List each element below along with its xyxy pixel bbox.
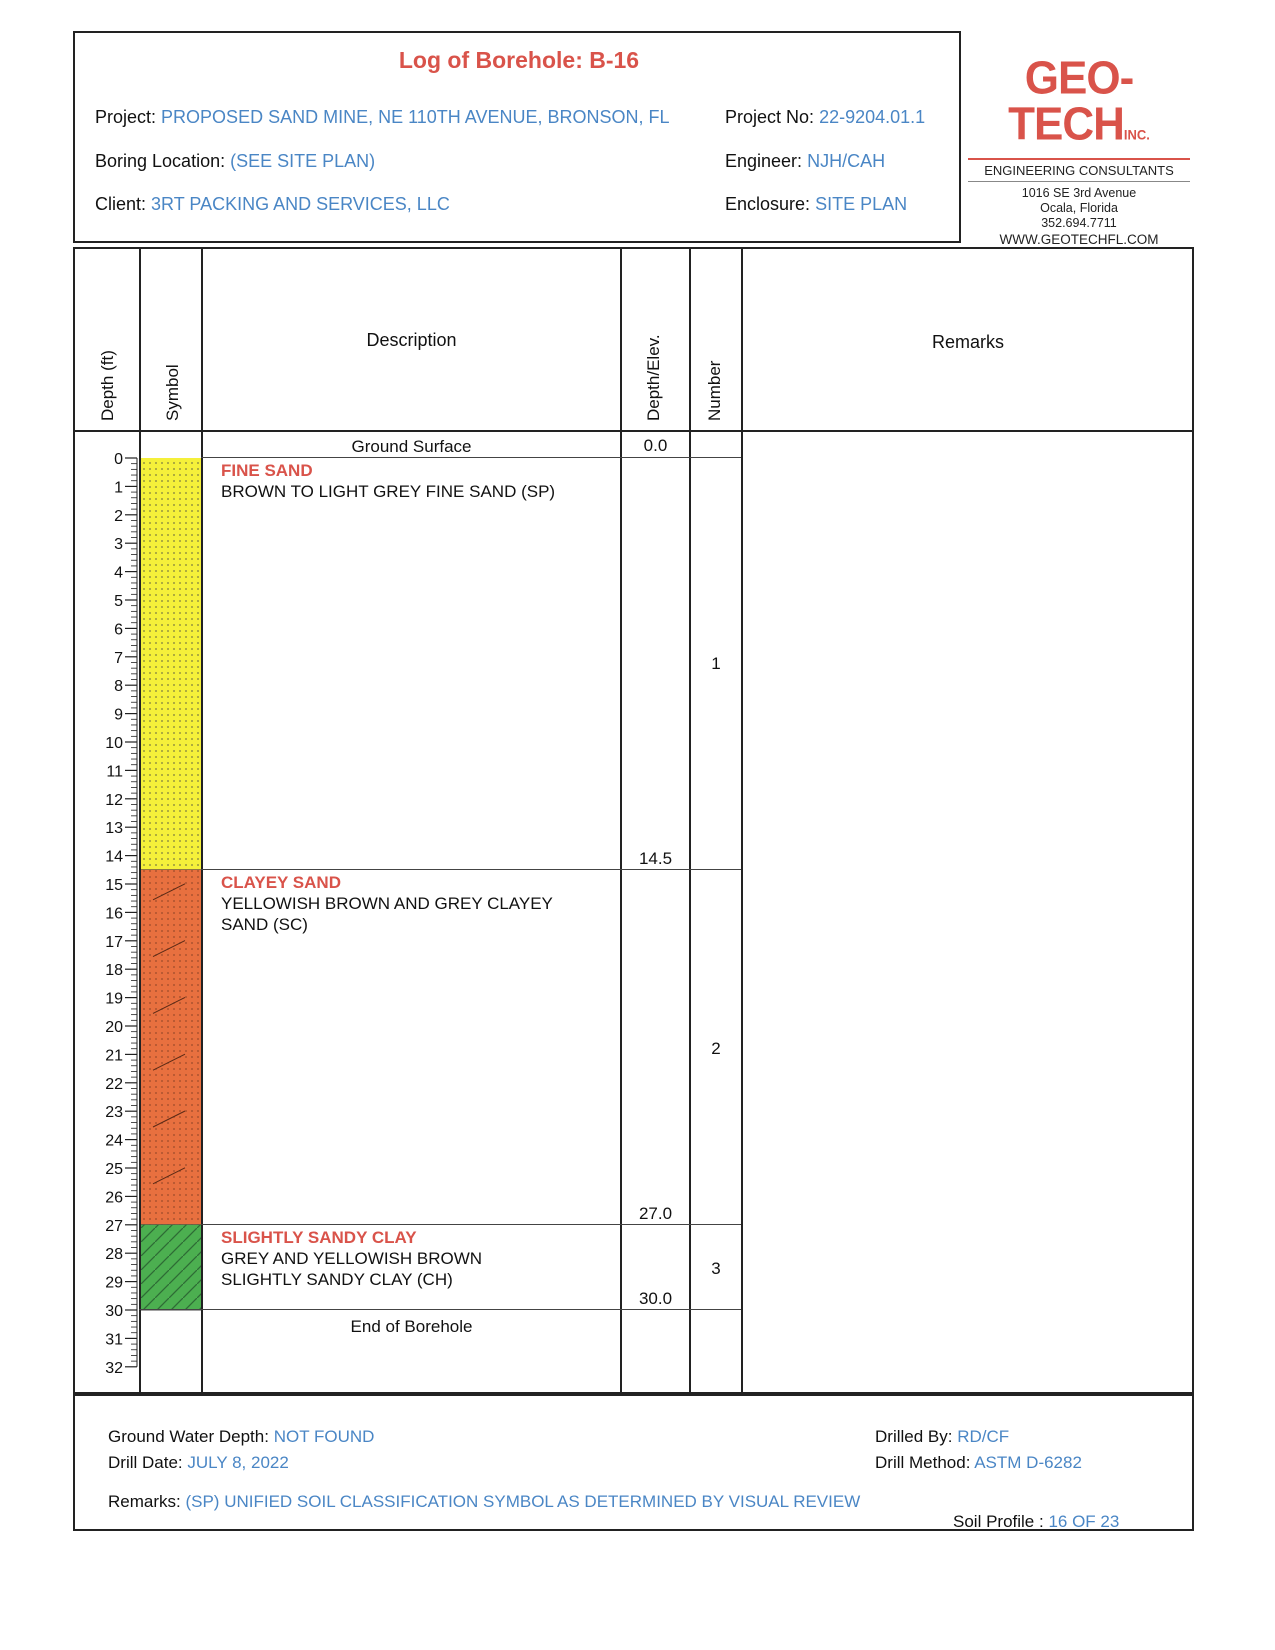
depth-tick-label: 31	[105, 1331, 123, 1349]
layer-3-text-line2: SLIGHTLY SANDY CLAY (CH)	[221, 1270, 453, 1289]
ground-surface-elev: 0.0	[643, 436, 668, 455]
symbol-pattern-2	[141, 870, 201, 1225]
page-title: Log of Borehole: B-16	[398, 47, 640, 73]
symbol-column	[141, 430, 201, 1396]
depth-tick-label: 23	[105, 1104, 123, 1122]
depth-tick-label: 13	[105, 820, 123, 838]
symbol-pattern-1	[141, 458, 201, 870]
end-of-borehole-label: End of Borehole	[350, 1317, 473, 1336]
remarks-row: Remarks: (SP) UNIFIED SOIL CLASSIFICATION SYMBOL AS DETERMINED BY VISUAL REVIEW	[108, 1492, 861, 1511]
depth-tick-label: 14	[105, 848, 123, 866]
boring-location-value: (SEE SITE PLAN)	[230, 151, 376, 171]
project-row: Project: PROPOSED SAND MINE, NE 110TH AVENUE, BRONSON, FL	[95, 107, 670, 127]
drill-date-row: Drill Date: JULY 8, 2022	[108, 1453, 289, 1472]
depth-tick-label: 18	[105, 962, 123, 980]
company-logo	[968, 52, 1190, 248]
drilled-by-row: Drilled By: RD/CF	[875, 1427, 1010, 1446]
depth-tick-label: 32	[105, 1359, 123, 1377]
client-value: 3RT PACKING AND SERVICES, LLC	[151, 194, 450, 214]
depth-tick-label: 27	[105, 1217, 123, 1235]
depth-tick-label: 4	[114, 564, 123, 582]
depth-axis	[73, 430, 141, 1396]
depth-tick-label: 8	[114, 678, 123, 696]
depth-tick-label: 30	[105, 1303, 123, 1320]
depth-tick-label: 1	[114, 479, 123, 497]
ground-surface-line	[201, 457, 741, 458]
ground-water-row: Ground Water Depth: NOT FOUND	[108, 1427, 375, 1446]
soil-profile-row: Soil Profile : 16 OF 23	[953, 1512, 1120, 1531]
drilled-by-value: RD/CF	[957, 1427, 1010, 1446]
depth-tick-label: 26	[105, 1189, 123, 1207]
depth-tick-label: 9	[114, 706, 123, 724]
layer-1-bottom-line	[201, 869, 741, 870]
depth-tick-label: 17	[105, 933, 123, 951]
drill-method-value: ASTM D-6282	[974, 1453, 1082, 1472]
depth-tick-label: 7	[114, 649, 123, 667]
layer-1-title: FINE SAND	[221, 461, 313, 480]
layer-3-title: SLIGHTLY SANDY CLAY	[221, 1228, 417, 1247]
layer-3-description	[221, 1228, 611, 1290]
logo-tagline: ENGINEERING CONSULTANTS	[984, 163, 1174, 178]
depth-tick-label: 24	[105, 1132, 123, 1150]
header-depth-elev: Depth/Elev.	[644, 334, 663, 421]
depth-tick-label: 0	[114, 451, 123, 468]
table-header-divider	[73, 430, 1194, 432]
layer-3-number: 3	[711, 1259, 721, 1278]
logo-phone: 352.694.7711	[1041, 216, 1117, 230]
depth-tick-label: 21	[105, 1047, 123, 1065]
depth-tick-label: 29	[105, 1274, 123, 1292]
layer-3-text-line1: GREY AND YELLOWISH BROWN	[221, 1249, 483, 1268]
layer-2-text-line2: SAND (SC)	[221, 915, 308, 934]
depth-tick-label: 12	[105, 791, 123, 809]
ground-surface-label: Ground Surface	[351, 437, 472, 456]
depth-tick-label: 2	[114, 507, 123, 525]
depth-tick-label: 20	[105, 1019, 123, 1036]
depth-tick-label: 22	[105, 1075, 123, 1093]
depth-tick-label: 10	[105, 735, 123, 752]
layer-2-text-line1: YELLOWISH BROWN AND GREY CLAYEY	[221, 894, 553, 913]
depth-tick-label: 15	[105, 877, 123, 894]
footer-box	[73, 1392, 1194, 1531]
depth-tick-label: 19	[105, 990, 123, 1008]
depth-tick-label: 6	[114, 621, 123, 639]
layer-2-bottom-line	[201, 1224, 741, 1225]
soil-profile-value: 16 OF 23	[1048, 1512, 1120, 1531]
layer-3-bottom-elev: 30.0	[638, 1289, 673, 1308]
depth-tick-label: 28	[105, 1246, 123, 1264]
depth-tick-label: 5	[114, 593, 123, 610]
project-no-value: 22-9204.01.1	[819, 107, 926, 127]
header-symbol: Symbol	[163, 364, 182, 421]
depth-tick-label: 11	[106, 763, 123, 781]
logo-address2: Ocala, Florida	[1040, 201, 1118, 215]
layer-2-description	[221, 873, 611, 935]
logo-wordmark: GEO-TECHINC.	[1008, 52, 1150, 151]
symbol-pattern-3	[141, 1225, 201, 1310]
project-value: PROPOSED SAND MINE, NE 110TH AVENUE, BRONSON, FL	[161, 107, 670, 127]
layer-1-text: BROWN TO LIGHT GREY FINE SAND (SP)	[221, 482, 556, 501]
remarks-value: (SP) UNIFIED SOIL CLASSIFICATION SYMBOL AS DETERMINED BY VISUAL REVIEW	[185, 1492, 861, 1511]
header-number: Number	[705, 360, 724, 421]
logo-address1: 1016 SE 3rd Avenue	[1021, 186, 1137, 200]
drill-method-row: Drill Method: ASTM D-6282	[875, 1453, 1082, 1472]
depth-tick-label: 3	[114, 536, 123, 554]
client-row: Client: 3RT PACKING AND SERVICES, LLC	[95, 194, 450, 214]
layer-1-description	[221, 461, 611, 502]
col-divider-number	[741, 247, 743, 1396]
logo-website: WWW.GEOTECHFL.COM	[999, 232, 1159, 247]
project-no-row: Project No: 22-9204.01.1	[725, 107, 926, 127]
header-box	[73, 31, 961, 243]
enclosure-row: Enclosure: SITE PLAN	[725, 194, 908, 214]
layer-1-bottom-elev: 14.5	[638, 849, 673, 868]
header-description: Description	[366, 330, 457, 350]
depth-tick-label: 25	[105, 1161, 123, 1178]
header-remarks: Remarks	[931, 332, 1004, 352]
engineer-row: Engineer: NJH/CAH	[725, 151, 886, 171]
boring-location-row: Boring Location: (SEE SITE PLAN)	[95, 151, 376, 171]
depth-tick-label: 16	[105, 905, 123, 923]
layer-2-number: 2	[711, 1039, 721, 1058]
header-depth-ft: Depth (ft)	[98, 350, 117, 421]
layer-2-title: CLAYEY SAND	[221, 873, 341, 892]
ground-water-value: NOT FOUND	[273, 1427, 375, 1446]
drill-date-value: JULY 8, 2022	[187, 1453, 289, 1472]
layer-1-number: 1	[711, 654, 721, 673]
layer-3-bottom-line	[139, 1309, 741, 1310]
layer-2-bottom-elev: 27.0	[638, 1204, 673, 1223]
engineer-value: NJH/CAH	[807, 151, 886, 171]
enclosure-value: SITE PLAN	[815, 194, 908, 214]
